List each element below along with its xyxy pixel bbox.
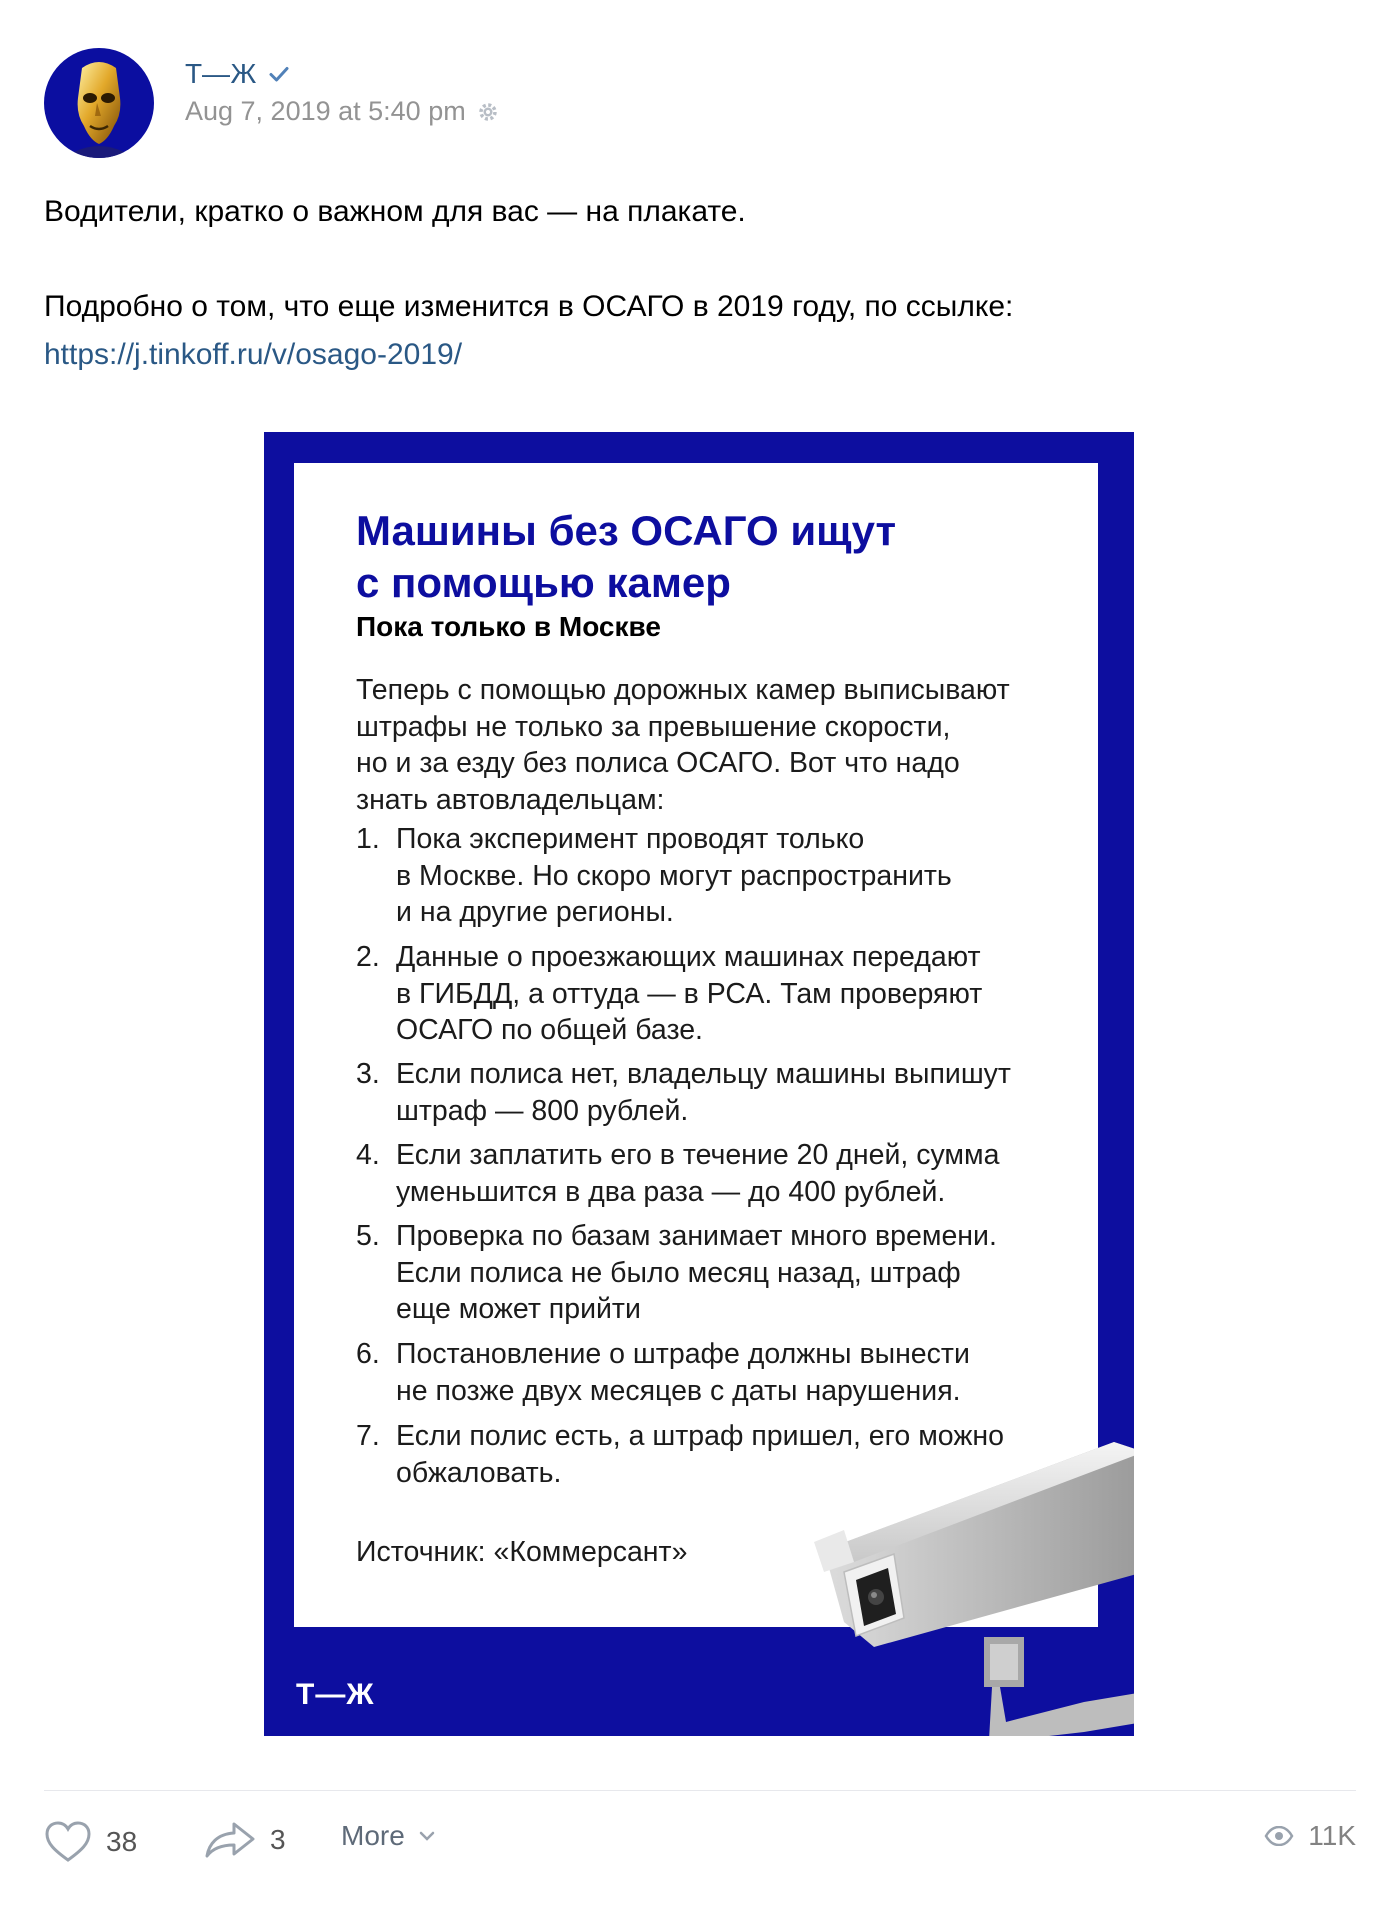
list-item-line: в ГИБДД, а оттуда — в РСА. Там проверяют [396, 977, 983, 1010]
list-item-line: не позже двух месяцев с даты нарушения. [396, 1374, 961, 1407]
share-button[interactable] [204, 1820, 286, 1860]
poster-title-line: с помощью камер [356, 559, 731, 606]
list-item-number: 3. [356, 1058, 380, 1090]
author-line [185, 58, 291, 90]
list-item-line: еще может прийти [396, 1293, 641, 1325]
list-item-line: Если полиса нет, владельцу машины выпишут [396, 1058, 1011, 1090]
list-item-number: 1. [356, 823, 380, 855]
poster-logo: Т—Ж [296, 1678, 375, 1711]
poster-intro [356, 672, 1076, 818]
list-item-line: уменьшится в два раза — до 400 рублей. [396, 1175, 946, 1208]
list-item-line: ОСАГО по общей базе. [396, 1014, 703, 1046]
golden-mask-image [44, 48, 154, 158]
list-item-number: 2. [356, 941, 380, 973]
poster-title [356, 505, 1076, 609]
list-item-line: в Москве. Но скоро могут распространить [396, 859, 952, 892]
views-count: 11K [1308, 1820, 1356, 1851]
poster-intro-line: знать автовладельцам: [356, 783, 665, 816]
eye-icon [1264, 1826, 1294, 1846]
chevron-down-icon [419, 1830, 435, 1842]
share-icon [204, 1820, 256, 1860]
list-item-line: Пока эксперимент проводят только [396, 823, 865, 855]
verified-icon [267, 62, 291, 86]
gear-icon[interactable] [476, 100, 500, 124]
more-label: More [341, 1820, 405, 1851]
poster-image[interactable] [264, 432, 1134, 1736]
like-count: 38 [106, 1826, 138, 1857]
list-item-line: штраф — 800 рублей. [396, 1094, 689, 1127]
poster-intro-line: штрафы не только за превышение скорости, [356, 710, 951, 743]
poster-intro-line: Теперь с помощью дорожных камер выписывают [356, 674, 1010, 706]
list-item-line: Если полиса не было месяц назад, штраф [396, 1256, 961, 1289]
post-link[interactable]: https://j.tinkoff.ru/v/osago-2019/ [44, 338, 463, 371]
post-footer [44, 1820, 1356, 1868]
list-item-line: Постановление о штрафе должны вынести [396, 1338, 970, 1370]
post-meta [185, 96, 500, 127]
camera-illustration [784, 1422, 1134, 1736]
avatar[interactable] [44, 48, 154, 158]
like-button[interactable] [44, 1820, 137, 1864]
share-count: 3 [270, 1824, 286, 1855]
post-text-line: Подробно о том, что еще изменится в ОСАГО в 2019 году, по ссылке: [44, 290, 1014, 323]
list-item-number: 7. [356, 1420, 380, 1452]
footer-divider [44, 1790, 1356, 1791]
poster-title-line: Машины без ОСАГО ищут [356, 507, 897, 554]
list-item-line: и на другие регионы. [396, 896, 674, 928]
poster-subtitle: Пока только в Москве [356, 611, 661, 642]
post-text-line: Водители, кратко о важном для вас — на плакате. [44, 195, 746, 228]
list-item-line: Проверка по базам занимает много времени. [396, 1220, 997, 1252]
views-counter [1264, 1820, 1356, 1852]
post-timestamp[interactable]: Aug 7, 2019 at 5:40 pm [185, 96, 466, 126]
list-item-line: Если заплатить его в течение 20 дней, сумма [396, 1139, 1000, 1171]
list-item-number: 4. [356, 1139, 380, 1171]
heart-icon [44, 1820, 92, 1864]
poster-intro-line: но и за езду без полиса ОСАГО. Вот что надо [356, 747, 960, 779]
list-item-line: Если полис есть, а штраф пришел, его можно [396, 1420, 1004, 1452]
poster-source: Источник: «Коммерсант» [356, 1536, 688, 1568]
more-button[interactable] [341, 1820, 435, 1852]
list-item-line: Данные о проезжающих машинах передают [396, 941, 981, 973]
list-item-line: обжаловать. [396, 1456, 562, 1489]
author-name[interactable]: Т—Ж [185, 58, 257, 89]
list-item-number: 5. [356, 1220, 380, 1252]
list-item-number: 6. [356, 1338, 380, 1370]
